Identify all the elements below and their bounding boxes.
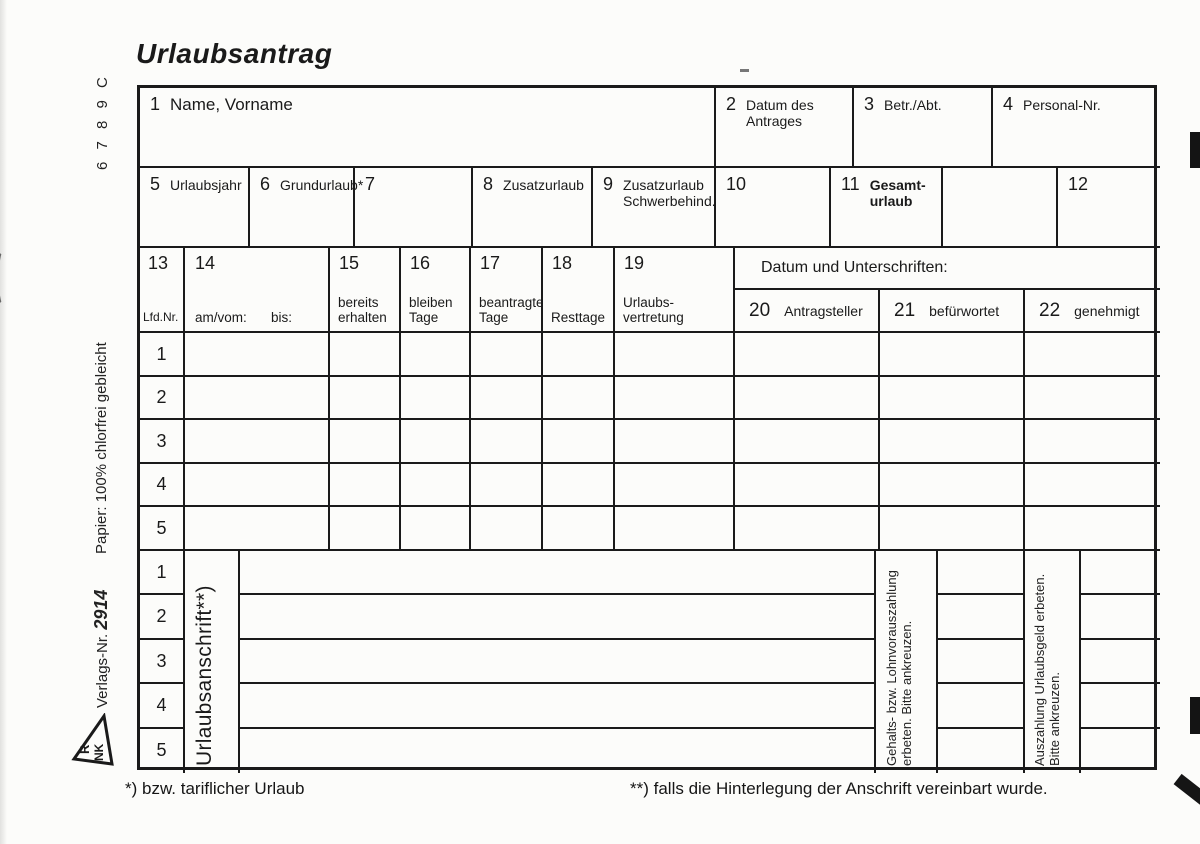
signatures-header [735, 248, 1160, 290]
paper-note: Papier: 100% chlorfrei gebleicht [93, 342, 110, 554]
field-7 [355, 168, 473, 248]
field-gesamturlaub [831, 168, 943, 248]
field-zusatzurlaub [473, 168, 593, 248]
field-blank [943, 168, 1058, 248]
grid-line [1079, 551, 1081, 773]
field-number: 4 [1003, 94, 1014, 114]
field-urlaubsjahr [140, 168, 250, 248]
field-personal-nr [993, 88, 1160, 168]
field-label: Gesamt- urlaub [869, 177, 926, 210]
row-number: 4 [156, 474, 167, 494]
grid-line [140, 549, 1160, 551]
salary-advance-note: Gehalts- bzw. Lohnvorauszahlung erbeten. Bitte ankreuzen. [884, 570, 914, 766]
grid-line [399, 333, 401, 551]
vacation-address-label: Urlaubsanschrift**) [193, 585, 216, 766]
grid-line [733, 333, 735, 551]
column-antragsteller [735, 290, 880, 333]
column-label: beantragte Tage [479, 294, 544, 326]
column-genehmigt [1025, 290, 1160, 333]
column-label-to: bis: [271, 310, 293, 326]
row-number: 5 [156, 517, 167, 538]
field-number: 12 [1068, 174, 1089, 194]
field-zusatzurlaub-schwerbehind [593, 168, 716, 248]
grid-line [1081, 593, 1160, 595]
field-grundurlaub [250, 168, 364, 248]
field-label: Betr./Abt. [884, 97, 942, 113]
field-number: 1 [150, 94, 161, 114]
scan-registration-mark [1190, 697, 1200, 734]
column-number: 17 [480, 253, 501, 273]
column-befuerwortet [880, 290, 1025, 333]
scan-corner-mark [1174, 774, 1200, 805]
publisher-number-value: 2914 [91, 589, 111, 630]
row-number: 4 [156, 695, 167, 715]
grid-line [1023, 333, 1025, 551]
grid-line [878, 333, 880, 551]
rnk-logo-icon [71, 713, 117, 769]
column-label: bleiben Tage [409, 294, 453, 326]
column-label-from: am/vom: [195, 310, 247, 326]
field-label: Grundurlaub* [280, 177, 364, 193]
column-urlaubsvertretung [615, 248, 735, 333]
grid-line [140, 375, 1160, 377]
column-number: 20 [749, 299, 771, 321]
row-number: 3 [156, 430, 167, 451]
grid-line [541, 333, 543, 551]
grid-line [874, 551, 876, 773]
column-lfd-nr [140, 248, 185, 333]
grid-line [1081, 682, 1160, 684]
row-number: 3 [156, 650, 167, 671]
column-number: 14 [195, 253, 216, 273]
scan-speck [740, 69, 749, 72]
column-bleiben-tage [401, 248, 471, 333]
field-label: Zusatzurlaub [503, 177, 584, 193]
publisher-number [91, 590, 112, 708]
field-number: 11 [841, 174, 860, 194]
publisher-label: Verlags-Nr. [94, 629, 111, 708]
column-label: Antragsteller [784, 303, 863, 320]
svg-text:R: R [77, 744, 92, 754]
column-label: genehmigt [1074, 303, 1140, 320]
grid-line [613, 333, 615, 551]
grid-line [938, 593, 1023, 595]
row-number: 2 [156, 387, 167, 407]
column-number: 13 [148, 253, 169, 273]
field-label: Personal-Nr. [1023, 97, 1101, 113]
column-label: bereits erhalten [338, 294, 387, 326]
column-number: 22 [1039, 299, 1061, 321]
field-number: 9 [603, 174, 614, 194]
holiday-pay-note: Auszahlung Urlaubsgeld erbeten. Bitte ankreuzen. [1032, 573, 1062, 766]
grid-line [140, 505, 1160, 507]
signatures-header-label: Datum und Unterschriften: [761, 259, 948, 276]
column-beantragte-tage [471, 248, 543, 333]
grid-line [140, 462, 1160, 464]
field-number: 10 [726, 174, 747, 194]
grid-line [328, 333, 330, 551]
field-number: 6 [260, 174, 271, 194]
row-number: 1 [156, 561, 167, 582]
field-label: Datum des Antrages [746, 97, 814, 130]
field-number: 7 [365, 174, 376, 194]
svg-text:NK: NK [92, 743, 106, 761]
grid-line [1081, 638, 1160, 640]
field-number: 8 [483, 174, 494, 194]
form-edition-code: 6 7 8 9 C [94, 73, 111, 170]
field-number: 5 [150, 174, 161, 194]
grid-line [938, 638, 1023, 640]
grid-line [1023, 551, 1025, 773]
form-title: Urlaubsantrag [136, 38, 333, 69]
row-number: 2 [156, 606, 167, 626]
column-number: 16 [410, 253, 431, 273]
field-label: Name, Vorname [170, 95, 293, 114]
column-number: 21 [894, 299, 916, 321]
column-number: 15 [339, 253, 360, 273]
footnote-anschrift: **) falls die Hinterlegung der Anschrift vereinbart wurde. [630, 779, 1048, 798]
column-label: Resttage [551, 310, 606, 326]
column-label: befürwortet [929, 303, 1000, 320]
row-number: 1 [156, 343, 167, 364]
field-12 [1058, 168, 1160, 248]
grid-line [183, 551, 185, 773]
field-betr-abt [854, 88, 993, 168]
field-datum-des-antrages [716, 88, 854, 168]
footnote-tariflicher-urlaub: *) bzw. tariflicher Urlaub [125, 779, 305, 798]
column-label: Lfd.Nr. [143, 310, 179, 325]
grid-line [1081, 727, 1160, 729]
scan-edge-mark [0, 250, 9, 306]
column-resttage [543, 248, 615, 333]
field-name-vorname [140, 88, 716, 168]
field-number: 2 [726, 94, 737, 114]
grid-line [938, 727, 1023, 729]
field-label: Urlaubsjahr [170, 177, 242, 193]
address-writing-line [240, 727, 874, 729]
column-am-vom-bis [185, 248, 330, 333]
grid-line [140, 418, 1160, 420]
column-label: Urlaubs- vertretung [623, 294, 684, 326]
column-number: 19 [624, 253, 645, 273]
column-bereits-erhalten [330, 248, 401, 333]
address-writing-line [240, 593, 874, 595]
field-label: Zusatzurlaub Schwerbehind. [623, 177, 716, 210]
column-number: 18 [552, 253, 573, 273]
grid-line [469, 333, 471, 551]
row-number: 5 [156, 739, 167, 760]
address-writing-line [240, 682, 874, 684]
address-writing-line [240, 638, 874, 640]
grid-line [936, 551, 938, 773]
grid-line [938, 682, 1023, 684]
field-number: 3 [864, 94, 875, 114]
grid-line [183, 333, 185, 551]
field-10 [716, 168, 831, 248]
grid-line [238, 551, 240, 773]
scan-registration-mark [1190, 132, 1200, 168]
form-table [137, 85, 1157, 770]
